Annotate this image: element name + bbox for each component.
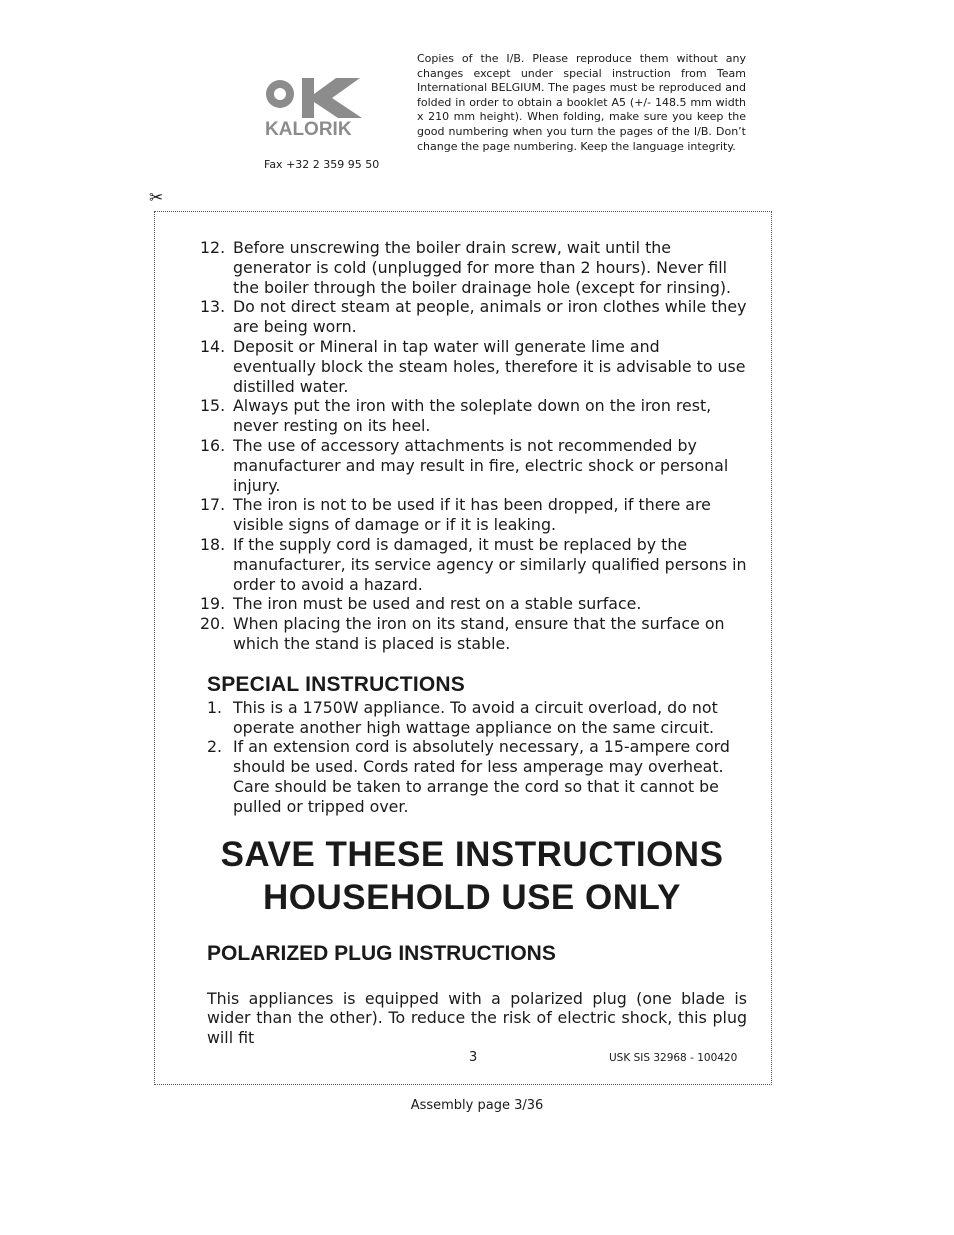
- list-item-number: 16.: [200, 435, 226, 455]
- list-item-number: 15.: [200, 396, 226, 416]
- list-item-text: This is a 1750W appliance. To avoid a circuit overload, do not operate another high wattage appliance on the same circuit.: [233, 697, 718, 737]
- list-item-text: The iron must be used and rest on a stable surface.: [233, 594, 642, 614]
- copy-instructions-note: Copies of the I/B. Please reproduce them without any changes except under special instruction from Team International BELGIUM. The pages must be reproduced and folded in order to obtain a booklet A5 (+/- 148.5 mm width x 210 mm height). When folding, make sure you keep the good numbering when you turn the pages of the I/B. Don’t change the page numbering. Keep the language integrity.: [417, 52, 746, 153]
- special-instructions-list: [207, 698, 747, 817]
- fax-number: Fax +32 2 359 95 50: [264, 158, 380, 171]
- list-item-text: Deposit or Mineral in tap water will generate lime and eventually block the steam holes, therefore it is advisable to use distilled water.: [233, 336, 746, 396]
- list-item-text: The iron is not to be used if it has been dropped, if there are visible signs of damage or if it is leaking.: [233, 495, 711, 535]
- list-item: [200, 336, 747, 396]
- kalorik-logo: [262, 72, 372, 138]
- list-item-number: 13.: [200, 297, 226, 317]
- list-item-number: 17.: [200, 495, 226, 515]
- list-item: [200, 396, 747, 436]
- save-line-2: HOUSEHOLD USE ONLY: [262, 877, 682, 917]
- list-item-number: 12.: [200, 238, 226, 257]
- list-item-number: 18.: [200, 534, 226, 554]
- document-code: USK SIS 32968 - 100420: [609, 1052, 738, 1064]
- list-item-text: Before unscrewing the boiler drain screw, wait until the generator is cold (unplugged for more than 2 hours). Never fill the boiler through the boiler drainage hole (except for rinsing).: [233, 238, 732, 297]
- list-item: [200, 534, 747, 594]
- scissors-icon: ✂: [149, 188, 164, 208]
- list-item-text: The use of accessory attachments is not recommended by manufacturer and may result in fire, electric shock or personal injury.: [233, 435, 729, 495]
- list-item: [200, 614, 747, 654]
- list-item-text: When placing the iron on its stand, ensure that the surface on which the stand is placed is stable.: [233, 614, 725, 653]
- list-item-text: Always put the iron with the soleplate down on the iron rest, never resting on its heel.: [233, 396, 712, 436]
- save-line-1: SAVE THESE INSTRUCTIONS: [220, 834, 724, 874]
- list-item-number: 2.: [207, 737, 223, 757]
- safety-instructions-list: [200, 238, 747, 654]
- list-item: [207, 737, 747, 816]
- assembly-page-label: Assembly page 3/36: [410, 1098, 544, 1113]
- polarized-plug-text: This appliances is equipped with a polarized plug (one blade is wider than the other). To reduce the risk of electric shock, this plug will fit: [207, 988, 747, 1048]
- logo-text: KALORIK: [265, 119, 352, 138]
- polarized-plug-heading: POLARIZED PLUG INSTRUCTIONS: [207, 941, 556, 965]
- list-item-text: Do not direct steam at people, animals or iron clothes while they are being worn.: [233, 297, 747, 337]
- list-item-text: If the supply cord is damaged, it must be replaced by the manufacturer, its service agency or similarly qualified persons in order to avoid a hazard.: [233, 534, 747, 594]
- page-content: [200, 238, 747, 1048]
- list-item: [207, 698, 747, 738]
- list-item: [200, 297, 747, 337]
- list-item: [200, 435, 747, 495]
- save-instructions-banner: [197, 833, 747, 919]
- list-item-number: 20.: [200, 614, 226, 634]
- page-number: 3: [469, 1050, 478, 1065]
- list-item: [200, 238, 747, 297]
- special-instructions-heading: SPECIAL INSTRUCTIONS: [207, 672, 465, 696]
- list-item-text: If an extension cord is absolutely necessary, a 15-ampere cord should be used. Cords rated for less amperage may overheat. Care should be taken to arrange the cord so that it cannot be pulled or tripped over.: [233, 737, 730, 816]
- list-item-number: 1.: [207, 697, 223, 717]
- list-item-number: 14.: [200, 336, 226, 356]
- list-item: [200, 594, 747, 614]
- list-item-number: 19.: [200, 594, 226, 614]
- list-item: [200, 495, 747, 535]
